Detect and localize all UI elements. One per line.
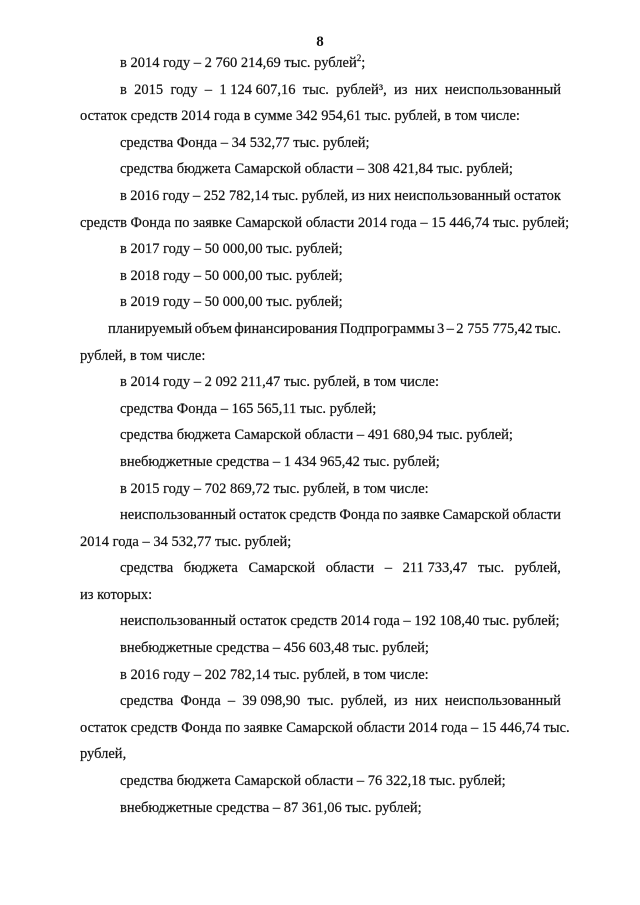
paragraph-line: в 2015 году – 1 124 607,16 тыс. рублей³, из них неиспользованный: [120, 81, 561, 98]
paragraph-line: остаток средств Фонда по заявке Самарской области 2014 года – 15 446,74 тыс.: [80, 719, 570, 736]
paragraph-line: в 2018 году – 50 000,00 тыс. рублей;: [120, 267, 343, 284]
paragraph-line: из которых:: [80, 586, 153, 603]
paragraph-line: 2014 года – 34 532,77 тыс. рублей;: [80, 533, 292, 550]
paragraph-line: в 2014 году – 2 760 214,69 тыс. рублей$^2$;: [120, 53, 366, 71]
document-body: [80, 50, 570, 821]
paragraph-line: средства Фонда – 34 532,77 тыс. рублей;: [120, 134, 370, 151]
paragraph-line: внебюджетные средства – 1 434 965,42 тыс. рублей;: [120, 453, 440, 470]
paragraph-line: рублей, в том числе:: [80, 347, 206, 364]
paragraph-line: неиспользованный остаток средств 2014 года – 192 108,40 тыс. рублей;: [120, 613, 560, 630]
paragraph-line: средства бюджета Самарской области – 76 322,18 тыс. рублей;: [120, 773, 506, 790]
paragraph-line: средства Фонда – 165 565,11 тыс. рублей;: [120, 400, 377, 417]
paragraph-line: в 2019 году – 50 000,00 тыс. рублей;: [120, 294, 343, 311]
paragraph-line: планируемый объем финансирования Подпрограммы 3 – 2 755 775,42 тыс.: [108, 320, 561, 337]
paragraph-line: внебюджетные средства – 456 603,48 тыс. рублей;: [120, 640, 429, 657]
paragraph-line: средств Фонда по заявке Самарской области 2014 года – 15 446,74 тыс. рублей;: [80, 214, 570, 231]
paragraph-line: остаток средств 2014 года в сумме 342 954,61 тыс. рублей, в том числе:: [80, 108, 520, 125]
paragraph-line: неиспользованный остаток средств Фонда по заявке Самарской области: [120, 507, 561, 524]
paragraph-line: в 2016 году – 202 782,14 тыс. рублей, в том числе:: [120, 666, 429, 683]
paragraph-line: в 2016 году – 252 782,14 тыс. рублей, из них неиспользованный остаток: [120, 187, 561, 204]
paragraph-line: в 2015 году – 702 869,72 тыс. рублей, в том числе:: [120, 480, 429, 497]
page-number: 8: [316, 34, 324, 50]
paragraph-line: внебюджетные средства – 87 361,06 тыс. рублей;: [120, 799, 422, 816]
paragraph-line: в 2017 году – 50 000,00 тыс. рублей;: [120, 241, 343, 258]
paragraph-line: средства бюджета Самарской области – 491 680,94 тыс. рублей;: [120, 427, 513, 444]
paragraph-line: средства бюджета Самарской области – 308 421,84 тыс. рублей;: [120, 161, 513, 178]
paragraph-line: средства Фонда – 39 098,90 тыс. рублей, из них неиспользованный: [120, 693, 561, 710]
paragraph-line: средства бюджета Самарской области – 211 733,47 тыс. рублей,: [120, 560, 561, 577]
paragraph-line: в 2014 году – 2 092 211,47 тыс. рублей, в том числе:: [120, 374, 440, 391]
paragraph-line: рублей,: [80, 746, 127, 763]
